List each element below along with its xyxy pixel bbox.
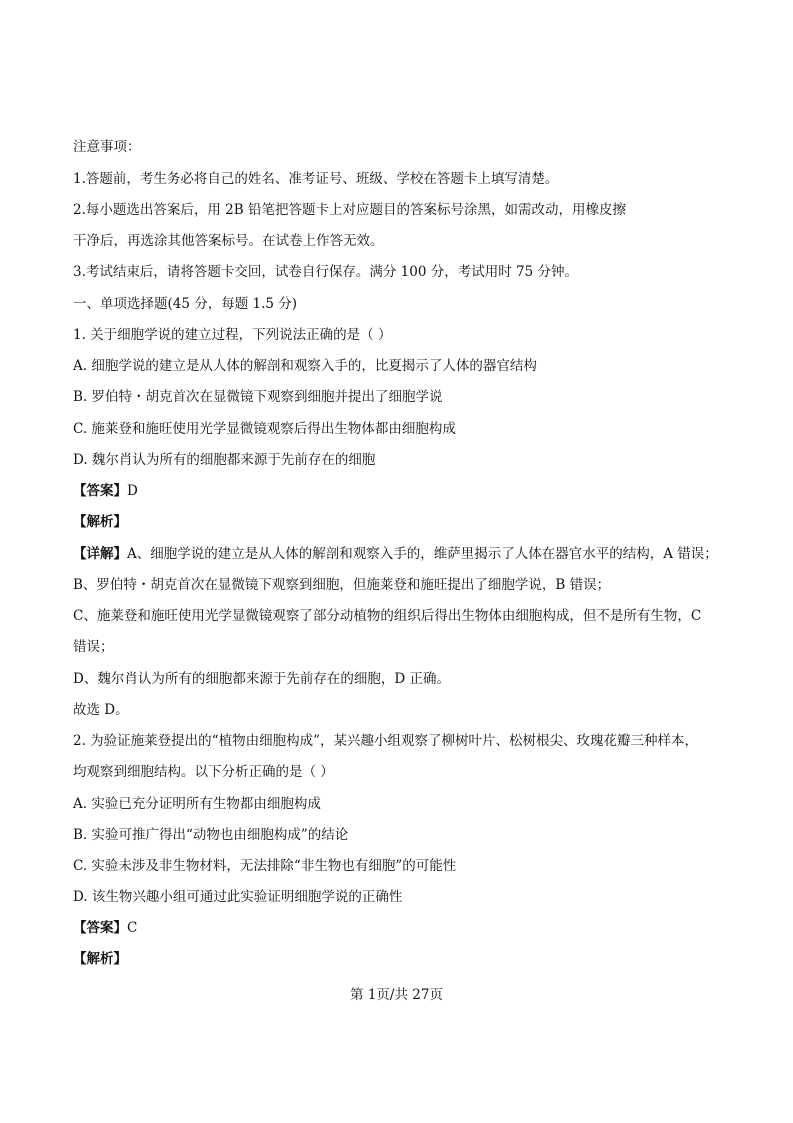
question-2-answer xyxy=(73,918,733,938)
question-2-stem-line-1: 2. 为验证施莱登提出的“植物由细胞构成”，某兴趣小组观察了柳树叶片、松树根尖、玫瑰花瓣三种样本， xyxy=(73,733,698,749)
notice-item-3: 3.考试结束后，请将答题卡交回，试卷自行保存。满分 100 分，考试用时 75 分钟。 xyxy=(73,264,578,280)
question-1-detail-line-5: D、魏尔肖认为所有的细胞都来源于先前存在的细胞，D 正确。 xyxy=(73,671,450,687)
detail-label: 【详解】 xyxy=(73,546,127,562)
question-1-option-c: C. 施莱登和施旺使用光学显微镜观察后得出生物体都由细胞构成 xyxy=(73,421,456,437)
notice-item-1: 1.答题前，考生务必将自己的姓名、准考证号、班级、学校在答题卡上填写清楚。 xyxy=(73,171,559,187)
question-1-stem: 1. 关于细胞学说的建立过程，下列说法正确的是（ ） xyxy=(73,327,392,343)
notice-item-2: 2.每小题选出答案后，用 2B 铅笔把答题卡上对应题目的答案标号涂黑，如需改动，用橡皮擦 xyxy=(73,202,626,218)
question-1-answer xyxy=(73,481,733,501)
answer-label: 【答案】 xyxy=(73,920,127,936)
question-2-option-b: B. 实验可推广得出“动物也由细胞构成”的结论 xyxy=(73,827,349,843)
section-title: 一、单项选择题(45 分，每题 1.5 分) xyxy=(73,296,298,312)
answer-value: D xyxy=(127,483,138,499)
question-1-detail-line-2: B、罗伯特・胡克首次在显微镜下观察到细胞，但施莱登和施旺提出了细胞学说，B 错误； xyxy=(73,577,611,593)
question-1-option-d: D. 魏尔肖认为所有的细胞都来源于先前存在的细胞 xyxy=(73,452,376,468)
question-1-option-b: B. 罗伯特・胡克首次在显微镜下观察到细胞并提出了细胞学说 xyxy=(73,389,443,405)
analysis-label: 【解析】 xyxy=(73,951,127,967)
question-1-conclusion: 故选 D。 xyxy=(73,702,129,718)
analysis-label: 【解析】 xyxy=(73,514,127,530)
question-2-option-c: C. 实验未涉及非生物材料，无法排除“非生物也有细胞”的可能性 xyxy=(73,858,457,874)
question-2-stem-line-2: 均观察到细胞结构。以下分析正确的是（ ） xyxy=(73,764,334,780)
question-2-option-a: A. 实验已充分证明所有生物都由细胞构成 xyxy=(73,796,321,812)
question-1-option-a: A. 细胞学说的建立是从人体的解剖和观察入手的，比夏揭示了人体的器官结构 xyxy=(73,358,537,374)
detail-text: A、细胞学说的建立是从人体的解剖和观察入手的，维萨里揭示了人体在器官水平的结构，A 错误； xyxy=(127,546,718,562)
question-1-analysis-label xyxy=(73,512,733,532)
question-2-option-d: D. 该生物兴趣小组可通过此实验证明细胞学说的正确性 xyxy=(73,889,403,905)
notice-heading: 注意事项： xyxy=(73,139,141,155)
question-1-detail-line-1 xyxy=(73,544,733,564)
page-footer: 第 1页/共 27页 xyxy=(350,987,443,1003)
answer-value: C xyxy=(127,920,138,936)
answer-label: 【答案】 xyxy=(73,483,127,499)
notice-item-2-continued: 干净后，再选涂其他答案标号。在试卷上作答无效。 xyxy=(73,233,384,249)
question-2-analysis-label xyxy=(73,949,733,969)
question-1-detail-line-3: C、施莱登和施旺使用光学显微镜观察了部分动植物的组织后得出生物体由细胞构成，但不是所有生物，C xyxy=(73,608,702,624)
question-1-detail-line-4: 错误； xyxy=(73,639,114,655)
